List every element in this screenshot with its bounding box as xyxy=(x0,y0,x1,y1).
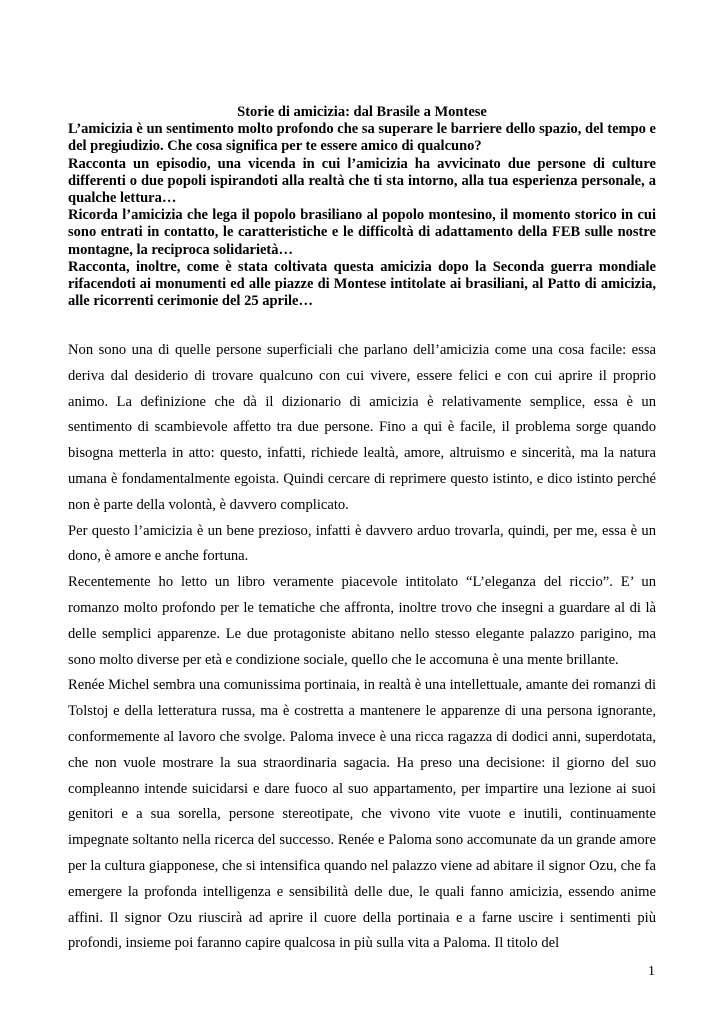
prompt-paragraph: Racconta, inoltre, come è stata coltivata questa amicizia dopo la Seconda guerra mondiale rifacendoti ai monumenti ed alle piazze di Montese intitolate ai brasiliani, al Patto di amicizia, alle ricorrenti cerimonie del 25 aprile… xyxy=(68,258,656,310)
prompt-paragraph: L’amicizia è un sentimento molto profondo che sa superare le barriere dello spazio, del tempo e del pregiudizio. Che cosa significa per te essere amico di qualcuno? xyxy=(68,121,656,155)
essay-body xyxy=(68,338,656,957)
essay-paragraph: Renée Michel sembra una comunissima portinaia, in realtà è una intellettuale, amante dei romanzi di Tolstoj e della letteratura russa, ma è costretta a mantenere le apparenze di una persona ignorante, conformemente al lavoro che svolge. Paloma invece è una ricca ragazza di dodici anni, superdotata, che non vuole mostrare la sua straordinaria sagacia. Ha preso una decisione: il giorno del suo compleanno intende suicidarsi e dare fuoco al suo appartamento, per impartire una lezione ai suoi genitori e a sua sorella, persone stereotipate, che vivono vite vuote e inutili, continuamente impegnate soltanto nella ricerca del successo. Renée e Paloma sono accomunate da un grande amore per la cultura giapponese, che si intensifica quando nel palazzo viene ad abitare il signor Ozu, che fa emergere la profonda intelligenza e sensibilità delle due, le quali fanno amicizia, essendo anime affini. Il signor Ozu riuscirà ad aprire il cuore della portinaia e a farne uscire i sentimenti più profondi, insieme poi faranno capire qualcosa in più sulla vita a Paloma. Il titolo del xyxy=(68,677,656,952)
prompt-paragraph: Ricorda l’amicizia che lega il popolo brasiliano al popolo montesino, il momento storico in cui sono entrati in contatto, le caratteristiche e le difficoltà di adattamento della FEB sulle nostre montagne, la reciproca solidarietà… xyxy=(68,207,656,258)
essay-paragraph: Non sono una di quelle persone superficiali che parlano dell’amicizia come una cosa facile: essa deriva dal desiderio di trovare qualcuno con cui vivere, essere felici e con cui aprire il proprio animo. La definizione che dà il dizionario di amicizia è relativamente semplice, essa è un sentimento di scambievole affetto tra due persone. Fino a qui è facile, il problema sorge quando bisogna metterla in atto: questo, infatti, richiede lealtà, amore, altruismo e sincerità, ma la natura umana è fondamentalmente egoista. Quindi cercare di reprimere questo istinto, e dico istinto perché non è parte della volontà, è davvero complicato. xyxy=(68,342,656,513)
page-number: 1 xyxy=(648,964,655,979)
document-title: Storie di amicizia: dal Brasile a Montese xyxy=(237,104,487,120)
essay-paragraph: Per questo l’amicizia è un bene prezioso, infatti è davvero arduo trovarla, quindi, per me, essa è un dono, è amore e anche fortuna. xyxy=(68,522,656,565)
prompt-paragraph: Racconta un episodio, una vicenda in cui l’amicizia ha avvicinato due persone di culture differenti o due popoli ispirandoti alla realtà che ti sta intorno, alla tua esperienza personale, a qualche lettura… xyxy=(68,155,656,207)
assignment-prompt xyxy=(68,104,656,310)
essay-paragraph: Recentemente ho letto un libro veramente piacevole intitolato “L’eleganza del riccio”. E’ un romanzo molto profondo per le tematiche che affronta, inoltre trovo che insegni a guardare al di là delle semplici apparenze. Le due protagoniste abitano nello stesso elegante palazzo parigino, ma sono molto diverse per età e condizione sociale, quello che le accomuna è una mente brillante. xyxy=(68,574,656,668)
